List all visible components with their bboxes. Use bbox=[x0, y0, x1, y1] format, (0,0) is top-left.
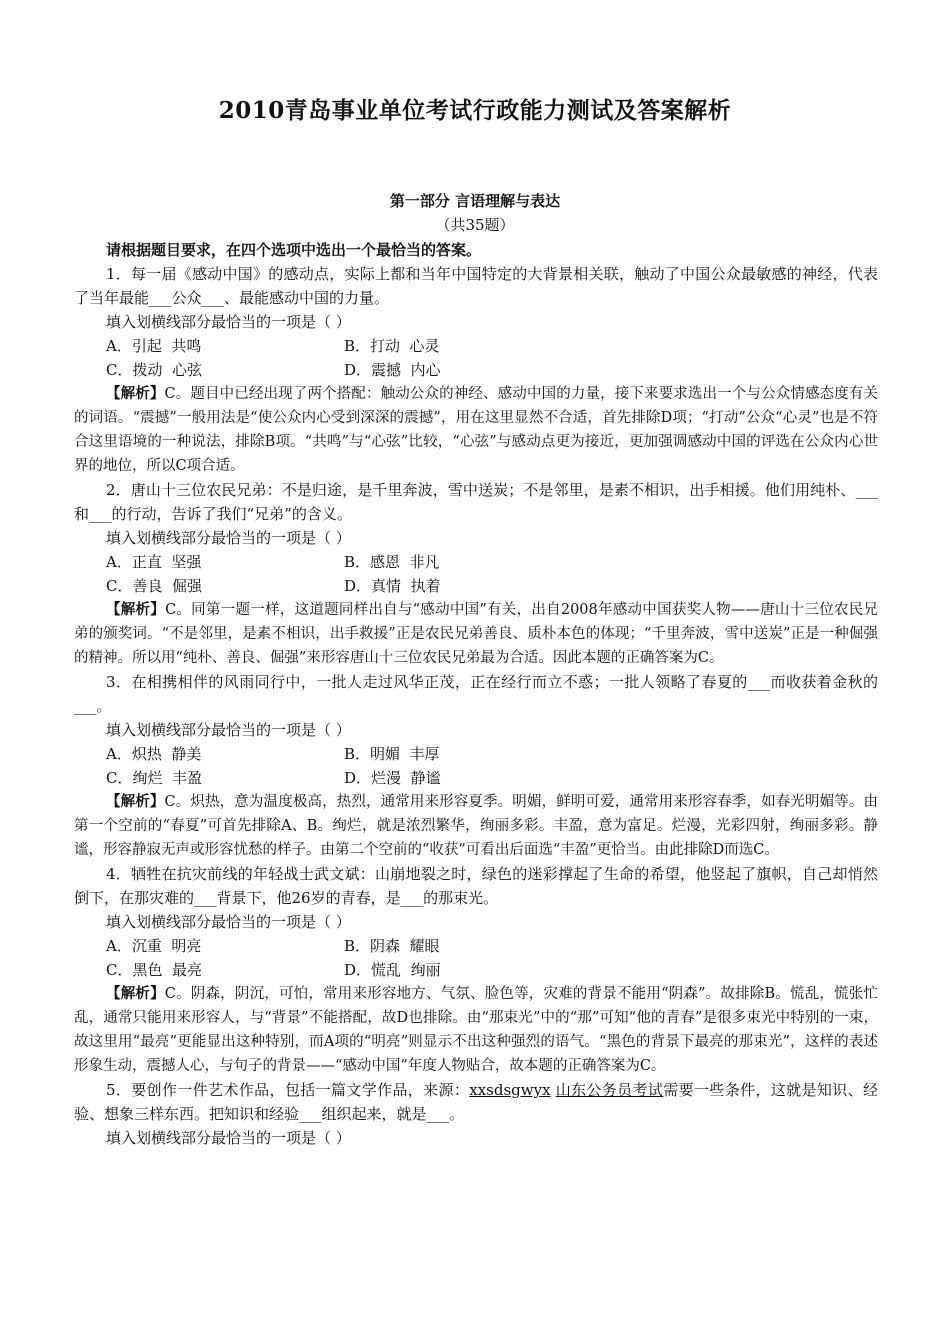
analysis-text: C。同第一题一样，这道题同样出自与“感动中国”有关，出自2008年感动中国获奖人物——唐山十三位农民兄弟的颁奖词。“不是邻里，是素不相识，出手救援”正是农民兄弟善良、质朴本色的体现；“千里奔波，雪中送炭”正是一种倔强的精神。所以用“纯朴、善良、倔强”来形容唐山十三位农民兄弟最为合适。因此本题的正确答案为C。 bbox=[74, 602, 878, 666]
option-b: B．打动 心灵 bbox=[344, 337, 440, 355]
question-count: （共35题） bbox=[435, 216, 515, 234]
stem-text: 5．要创作一件艺术作品，包括一篇文学作品，来源： bbox=[106, 1081, 470, 1099]
document-body bbox=[74, 238, 878, 1150]
question-stem: 2．唐山十三位农民兄弟：不是归途，是千里奔波，雪中送炭；不是邻里，是素不相识，出手相援。他们用纯朴、___和___的行动，告诉了我们“兄弟”的含义。 bbox=[74, 481, 878, 523]
section-heading: 第一部分 言语理解与表达 bbox=[389, 192, 561, 210]
option-list bbox=[74, 934, 878, 982]
analysis bbox=[74, 598, 878, 670]
option-a: A．引起 共鸣 bbox=[106, 337, 202, 355]
option-d: D．慌乱 绚丽 bbox=[344, 961, 441, 979]
option-list bbox=[74, 742, 878, 790]
analysis-text: C。题目中已经出现了两个搭配：触动公众的神经、感动中国的力量，接下来要求选出一个与公众情感态度有关的词语。“震撼”一般用法是“使公众内心受到深深的震撼”，用在这里显然不合适，首先排除D项；“打动”公众“心灵”也是不符合这里语境的一种说法，排除B项。“共鸣”与“心弦”比较，“心弦”与感动点更为接近，更加强调感动中国的评选在公众内心世界的地位，所以C项合适。 bbox=[74, 386, 878, 474]
option-b: B．明媚 丰厚 bbox=[344, 745, 440, 763]
analysis-label: 【解析】 bbox=[106, 793, 165, 810]
analysis-text: C。阴森，阴沉，可怕，常用来形容地方、气氛、脸色等，灾难的背景不能用“阴森”。故排除B。慌乱，慌张忙乱，通常只能用来形容人，与“背景”不能搭配，故D也排除。由“那束光”中的“那”可知“他的青春”是很多束光中特别的一束，故这里用“最亮”更能显出这种特别，而A项的“明亮”则显示不出这种强烈的语气。“黑色的背景下最亮的那束光”，这样的表述形象生动，震撼人心，与句子的背景——“感动中国”年度人物贴合，故本题的正确答案为C。 bbox=[74, 986, 879, 1074]
question-stem: 4．牺牲在抗灾前线的年轻战士武文斌：山崩地裂之时，绿色的迷彩撑起了生命的希望，他竖起了旗帜，自己却悄然倒下，在那灾难的___背景下，他26岁的青春，是___的那束光。 bbox=[74, 865, 878, 907]
option-d: D．烂漫 静谧 bbox=[344, 769, 441, 787]
option-d: D．真情 执着 bbox=[344, 577, 441, 595]
analysis bbox=[74, 382, 878, 478]
analysis-label: 【解析】 bbox=[106, 601, 166, 618]
question-prompt: 填入划横线部分最恰当的一项是（ ） bbox=[106, 529, 351, 547]
option-b: B．感恩 非凡 bbox=[344, 553, 440, 571]
site-link[interactable]: 山东公务员考试 bbox=[555, 1081, 664, 1099]
source-link[interactable]: xxsdsgwyx bbox=[469, 1081, 551, 1099]
question-prompt: 填入划横线部分最恰当的一项是（ ） bbox=[106, 1129, 351, 1147]
stem-text: 需要一些条件，这就是知识、经验、想象三样东西。把知识和经验___组织起来，就是___。 bbox=[74, 1081, 878, 1123]
analysis-text: C。炽热，意为温度极高，热烈，通常用来形容夏季。明媚，鲜明可爱，通常用来形容春季，如春光明媚等。由第一个空前的“春夏”可首先排除A、B。绚烂，就是浓烈繁华，绚丽多彩。丰盈，意为富足。烂漫，光彩四射，绚丽多彩。静谧，形容静寂无声或形容忧愁的样子。由第二个空前的“收获”可看出后面选“丰盈”更恰当。由此排除D而选C。 bbox=[74, 794, 878, 858]
option-c: C．黑色 最亮 bbox=[106, 961, 203, 979]
analysis-label: 【解析】 bbox=[106, 985, 165, 1002]
question-stem: 1．每一届《感动中国》的感动点，实际上都和当年中国特定的大背景相关联，触动了中国公众最敏感的神经，代表了当年最能___公众___、最能感动中国的力量。 bbox=[74, 265, 878, 307]
question-prompt: 填入划横线部分最恰当的一项是（ ） bbox=[106, 721, 351, 739]
question-stem bbox=[74, 1078, 878, 1126]
option-c: C．善良 倔强 bbox=[106, 577, 203, 595]
option-b: B．阴森 耀眼 bbox=[344, 937, 440, 955]
question-prompt: 填入划横线部分最恰当的一项是（ ） bbox=[106, 313, 351, 331]
option-list bbox=[74, 550, 878, 598]
option-a: A．沉重 明亮 bbox=[106, 937, 202, 955]
analysis bbox=[74, 790, 878, 862]
option-a: A．正直 坚强 bbox=[106, 553, 202, 571]
question-prompt: 填入划横线部分最恰当的一项是（ ） bbox=[106, 913, 351, 931]
option-list bbox=[74, 334, 878, 382]
instruction: 请根据题目要求，在四个选项中选出一个最恰当的答案。 bbox=[106, 241, 482, 259]
option-a: A．炽热 静美 bbox=[106, 745, 202, 763]
analysis bbox=[74, 982, 878, 1078]
option-d: D．震撼 内心 bbox=[344, 361, 441, 379]
option-c: C．绚烂 丰盈 bbox=[106, 769, 203, 787]
option-c: C．拨动 心弦 bbox=[106, 361, 203, 379]
document-title: 2010青岛事业单位考试行政能力测试及答案解析 bbox=[218, 97, 732, 124]
question-stem: 3．在相携相伴的风雨同行中，一批人走过风华正茂，正在经行而立不惑；一批人领略了春夏的___而收获着金秋的___。 bbox=[74, 673, 878, 715]
analysis-label: 【解析】 bbox=[106, 385, 165, 402]
